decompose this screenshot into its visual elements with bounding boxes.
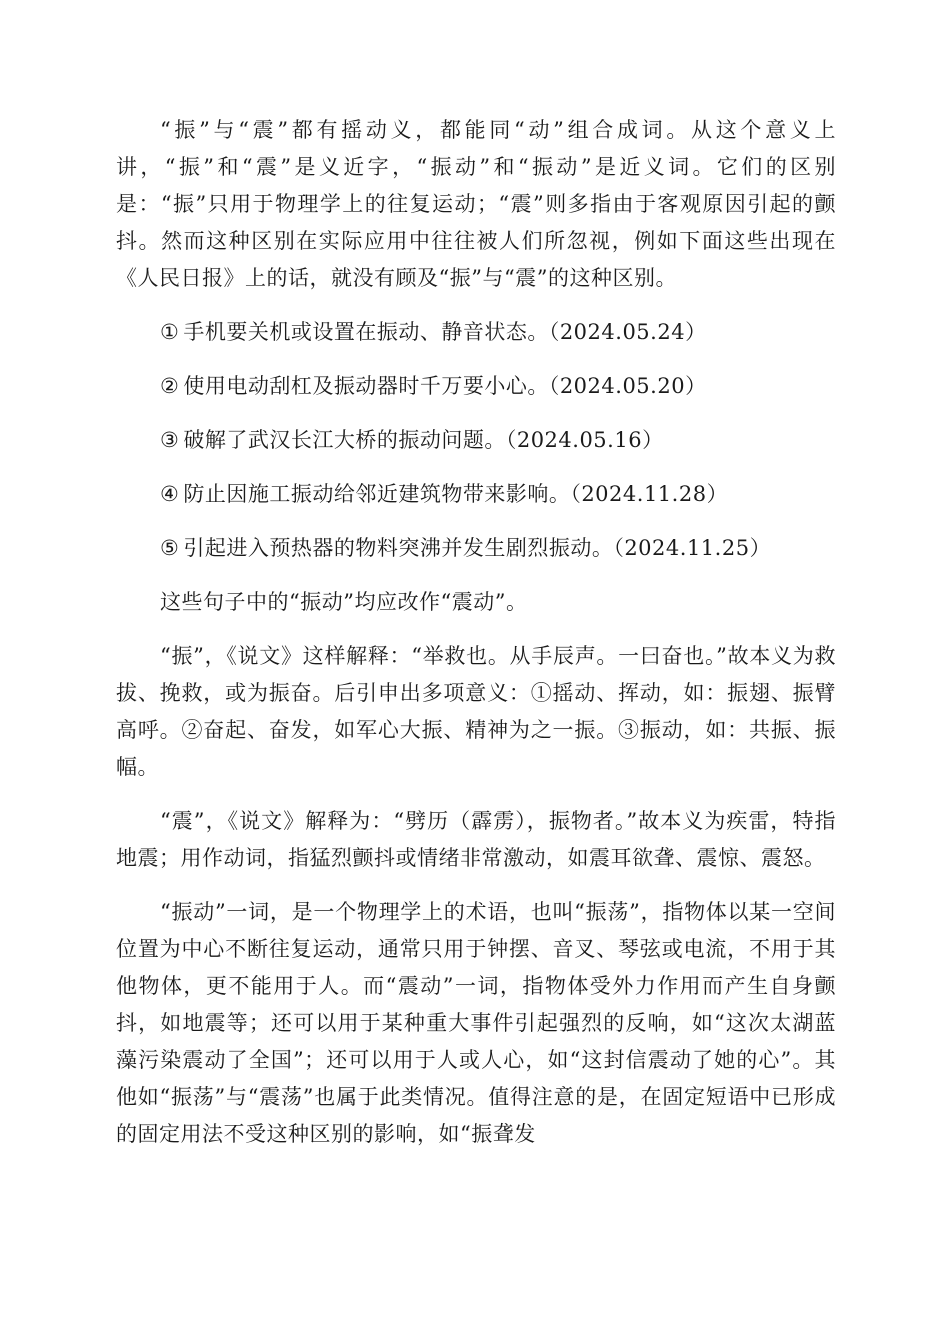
example-sentence — [116, 476, 836, 513]
example-sentence — [116, 530, 836, 567]
zhendong-comparison-paragraph: “振动”一词，是一个物理学上的术语，也叫“振荡”，指物体以某一空间位置为中心不断往复运动，通常只用于钟摆、音叉、琴弦或电流，不用于其他物体，更不能用于人。而“震动”一词，指物体受外力作用而产生自身颤抖，如地震等；还可以用于某种重大事件引起强烈的反响，如“这次太湖蓝藻污染震动了全国”；还可以用于人或人心，如“这封信震动了她的心”。其他如“振荡”与“震荡”也属于此类情况。值得注意的是，在固定短语中已形成的固定用法不受这种区别的影响，如“振聋发 — [116, 900, 836, 1146]
intro-paragraph: “振”与“震”都有摇动义，都能同“动”组合成词。从这个意义上讲，“振”和“震”是义近字，“振动”和“振动”是近义词。它们的区别是：“振”只用于物理学上的往复运动；“震”则多指由于客观原因引起的颤抖。然而这种区别在实际应用中往往被人们所忽视，例如下面这些出现在《人民日报》上的话，就没有顾及“振”与“震”的这种区别。 — [116, 118, 836, 290]
example-number: ⑤ — [160, 536, 180, 560]
example-text: 使用电动刮杠及振动器时千万要小心。（2024.05.20） — [183, 374, 707, 398]
example-number: ④ — [160, 482, 180, 506]
example-sentence — [116, 368, 836, 405]
example-number: ③ — [160, 428, 180, 452]
document-body — [116, 112, 836, 1170]
example-sentence — [116, 422, 836, 459]
conclusion-paragraph: 这些句子中的“振动”均应改作“震动”。 — [160, 590, 528, 614]
example-text: 手机要关机或设置在振动、静音状态。（2024.05.24） — [183, 320, 707, 344]
example-number: ① — [160, 320, 180, 344]
example-number: ② — [160, 374, 180, 398]
zhen-definition-paragraph: “振”，《说文》这样解释：“举救也。从手辰声。一曰奋也。”故本义为救拔、挽救，或为振奋。后引申出多项意义：①摇动、挥动，如：振翅、振臂高呼。②奋起、奋发，如军心大振、精神为之一振。③振动，如：共振、振幅。 — [116, 644, 836, 779]
example-text: 防止因施工振动给邻近建筑物带来影响。（2024.11.28） — [183, 482, 729, 506]
example-text: 引起进入预热器的物料突沸并发生剧烈振动。（2024.11.25） — [183, 536, 772, 560]
zhen2-definition-paragraph: “震”，《说文》解释为：“劈历（霹雳），振物者。”故本义为疾雷，特指地震；用作动词，指猛烈颤抖或情绪非常激动，如震耳欲聋、震惊、震怒。 — [116, 809, 836, 870]
example-sentence — [116, 314, 836, 351]
example-text: 破解了武汉长江大桥的振动问题。（2024.05.16） — [183, 428, 664, 452]
